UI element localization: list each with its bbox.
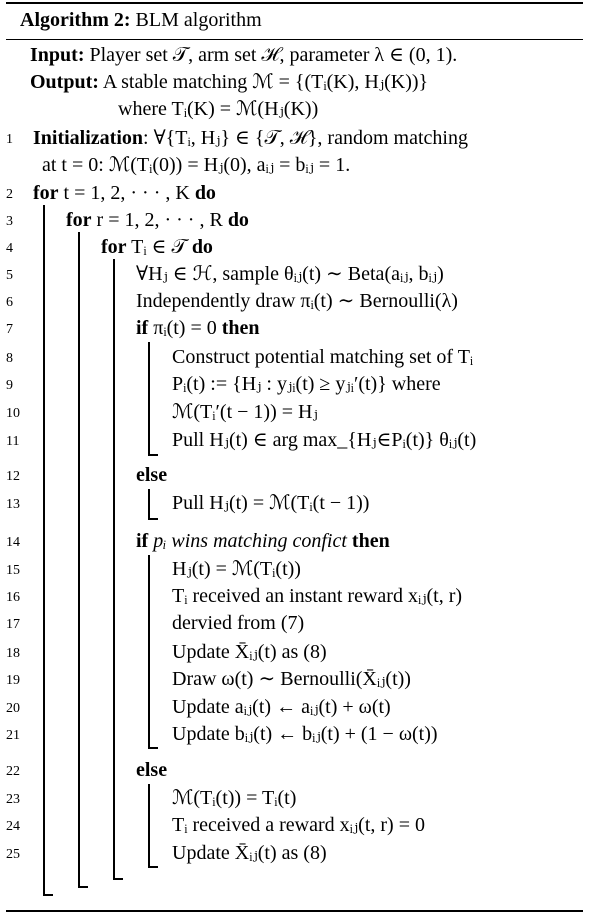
algo-line (136, 262, 444, 286)
algo-line (172, 722, 438, 746)
title-rule (6, 39, 583, 40)
line-text: : ∀{Tᵢ, Hⱼ} ∈ {𝒯, ℋ}, random matching (143, 127, 468, 149)
algo-line (101, 235, 213, 259)
algo-line (172, 786, 296, 810)
algo-line (66, 208, 249, 232)
line-text: Hⱼ(t) = ℳ(Tᵢ(t)) (172, 558, 301, 580)
algo-line (172, 372, 441, 396)
input-line (30, 43, 457, 67)
input-text: Player set 𝒯, arm set ℋ, parameter λ ∈ (0, 1). (89, 44, 458, 66)
line-text: Tᵢ received an instant reward xᵢⱼ(t, r) (172, 585, 463, 607)
line-text: Update bᵢⱼ(t) ← bᵢⱼ(t) + (1 − ω(t)) (172, 723, 438, 745)
line-text: Tᵢ received a reward xᵢⱼ(t, r) = 0 (172, 814, 425, 836)
keyword: else (136, 759, 168, 781)
keyword: Initialization (33, 127, 144, 149)
line-text: ℳ(Tᵢ′(t − 1)) = Hⱼ (172, 401, 318, 423)
line-text: Draw ω(t) ∼ Bernoulli(X̄ᵢⱼ(t)) (172, 668, 411, 690)
algo-line (172, 428, 476, 452)
top-rule (6, 2, 583, 4)
block-tick-else-1 (148, 518, 158, 520)
line-text: Pull Hⱼ(t) ∈ arg max_{Hⱼ∈Pᵢ(t)} θᵢⱼ(t) (172, 429, 477, 451)
line-text: ∀Hⱼ ∈ ℋ, sample θᵢⱼ(t) ∼ Beta(aᵢⱼ, bᵢⱼ) (136, 263, 444, 285)
algo-line (172, 640, 327, 664)
output-keyword: Output: (30, 71, 99, 93)
line-number: 9 (6, 378, 13, 393)
algo-line (172, 667, 411, 691)
algo-line (172, 345, 473, 369)
line-number: 7 (6, 322, 13, 337)
block-bar-for-ti (113, 259, 115, 879)
algo-line (172, 695, 391, 719)
line-number: 14 (6, 535, 20, 550)
keyword-2: then (221, 317, 260, 339)
line-number: 19 (6, 673, 20, 688)
block-tick-if-wins (148, 747, 158, 749)
keyword-2: do (191, 236, 213, 258)
algo-line (172, 491, 369, 515)
keyword: for (66, 209, 92, 231)
output-text-2: where Tᵢ(K) = ℳ(Hⱼ(K)) (118, 98, 319, 120)
line-number: 23 (6, 792, 20, 807)
line-text: Pull Hⱼ(t) = ℳ(Tᵢ(t − 1)) (172, 492, 370, 514)
line-text: Update X̄ᵢⱼ(t) as (8) (172, 641, 327, 663)
line-number: 22 (6, 764, 20, 779)
line-number: 11 (6, 434, 20, 449)
line-number: 12 (6, 469, 20, 484)
line-number: 15 (6, 563, 20, 578)
line-text: Pᵢ(t) := {Hⱼ : yⱼᵢ(t) ≥ yⱼᵢ′(t)} where (172, 373, 441, 395)
block-bar-if-wins (148, 555, 150, 748)
line-text: Construct potential matching set of Tᵢ (172, 346, 474, 368)
keyword-2: do (227, 209, 249, 231)
line-number: 21 (6, 728, 20, 743)
input-keyword: Input: (30, 44, 85, 66)
algo-line (172, 611, 304, 635)
line-text: pᵢ wins matching confict (148, 530, 352, 552)
keyword: for (101, 236, 127, 258)
algorithm-title (20, 9, 262, 32)
block-bar-else-1 (148, 489, 150, 519)
line-number: 20 (6, 701, 20, 716)
line-number: 1 (6, 132, 13, 147)
line-number: 10 (6, 406, 20, 421)
line-text: Update aᵢⱼ(t) ← aᵢⱼ(t) + ω(t) (172, 696, 391, 718)
output-line-cont (118, 97, 318, 121)
keyword: else (136, 464, 168, 486)
algo-line (172, 584, 462, 608)
keyword-2: do (194, 182, 216, 204)
line-number: 13 (6, 497, 20, 512)
algo-line (33, 181, 216, 205)
algo-line (172, 557, 301, 581)
line-number: 4 (6, 241, 13, 256)
algo-line (42, 153, 350, 177)
algorithm-name: BLM algorithm (135, 9, 262, 31)
line-number: 2 (6, 187, 13, 202)
output-line (30, 70, 428, 94)
algo-line (172, 841, 327, 865)
algo-line (136, 529, 390, 553)
line-number: 3 (6, 214, 13, 229)
keyword: for (33, 182, 59, 204)
line-text: at t = 0: ℳ(Tᵢ(0)) = Hⱼ(0), aᵢⱼ = bᵢⱼ = 1. (42, 154, 351, 176)
line-number: 24 (6, 819, 20, 834)
block-tick-else-2 (148, 866, 158, 868)
line-number: 18 (6, 646, 20, 661)
algo-line (136, 758, 167, 782)
line-text: ℳ(Tᵢ(t)) = Tᵢ(t) (172, 787, 297, 809)
line-text: πᵢ(t) = 0 (148, 317, 222, 339)
block-bar-for-r (78, 232, 80, 887)
line-number: 17 (6, 617, 20, 632)
algo-line (136, 316, 260, 340)
output-text: A stable matching ℳ = {(Tᵢ(K), Hⱼ(K))} (102, 71, 429, 93)
line-text: r = 1, 2, · · · , R (91, 209, 228, 231)
line-number: 5 (6, 268, 13, 283)
line-text: t = 1, 2, · · · , K (58, 182, 195, 204)
block-tick-for-r (78, 886, 88, 888)
line-text: dervied from (7) (172, 612, 305, 634)
line-text: Update X̄ᵢⱼ(t) as (8) (172, 842, 327, 864)
algo-line (172, 813, 425, 837)
line-number: 16 (6, 590, 20, 605)
algorithm-label: Algorithm 2: (20, 9, 131, 31)
block-tick-for-ti (113, 878, 123, 880)
algo-line (136, 289, 458, 313)
algo-line (33, 126, 468, 150)
keyword: if (136, 530, 149, 552)
line-text: Independently draw πᵢ(t) ∼ Bernoulli(λ) (136, 290, 458, 312)
bottom-rule (6, 910, 583, 912)
keyword-2: then (351, 530, 390, 552)
line-number: 6 (6, 295, 13, 310)
block-bar-else-2 (148, 784, 150, 867)
line-text: Tᵢ ∈ 𝒯 (126, 236, 192, 258)
keyword: if (136, 317, 149, 339)
block-bar-if-pi (148, 342, 150, 455)
line-number: 25 (6, 847, 20, 862)
algo-line (172, 400, 318, 424)
block-bar-for-t (43, 205, 45, 895)
block-tick-for-t (43, 894, 53, 896)
block-tick-if-pi (148, 454, 158, 456)
line-number: 8 (6, 351, 13, 366)
algo-line (136, 463, 167, 487)
